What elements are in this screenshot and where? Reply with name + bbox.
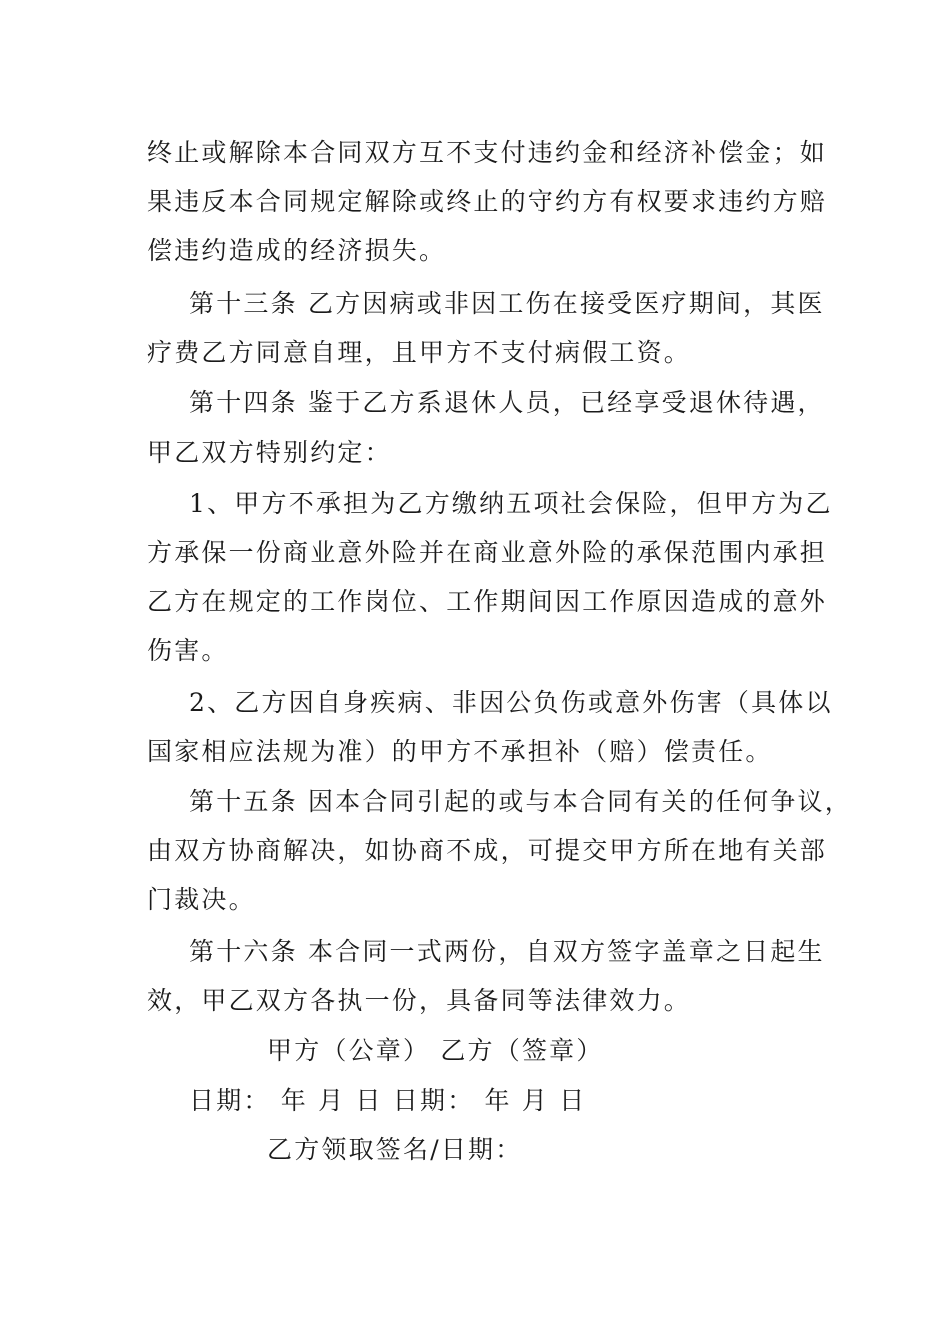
article-13-line: 第十三条 乙方因病或非因工伤在接受医疗期间，其医 xyxy=(189,289,825,318)
clause-1-line: 1、甲方不承担为乙方缴纳五项社会保险，但甲方为乙 xyxy=(189,489,833,518)
article-15-line: 第十五条 因本合同引起的或与本合同有关的任何争议， xyxy=(189,787,852,816)
text-line: 由双方协商解决，如协商不成，可提交甲方所在地有关部 xyxy=(147,836,828,865)
text-line: 疗费乙方同意自理，且甲方不支付病假工资。 xyxy=(147,338,692,367)
text-line: 方承保一份商业意外险并在商业意外险的承保范围内承担 xyxy=(147,538,828,567)
text-line: 国家相应法规为准）的甲方不承担补（赔）偿责任。 xyxy=(147,737,773,766)
date-line: 日期： 年 月 日 日期： 年 月 日 xyxy=(189,1086,587,1115)
text-line: 果违反本合同规定解除或终止的守约方有权要求违约方赔 xyxy=(147,187,828,216)
article-16-line: 第十六条 本合同一式两份，自双方签字盖章之日起生 xyxy=(189,937,825,966)
text-line: 伤害。 xyxy=(147,636,229,665)
clause-2-line: 2、乙方因自身疾病、非因公负伤或意外伤害（具体以 xyxy=(189,688,833,717)
text-line: 偿违约造成的经济损失。 xyxy=(147,236,447,265)
receipt-signature-line: 乙方领取签名/日期： xyxy=(267,1135,523,1164)
text-line: 乙方在规定的工作岗位、工作期间因工作原因造成的意外 xyxy=(147,587,828,616)
signature-parties-line: 甲方（公章） 乙方（签章） xyxy=(267,1036,604,1065)
text-line: 效，甲乙双方各执一份，具备同等法律效力。 xyxy=(147,986,692,1015)
article-14-line: 第十四条 鉴于乙方系退休人员，已经享受退休待遇， xyxy=(189,388,825,417)
text-line: 门裁决。 xyxy=(147,885,256,914)
text-line: 终止或解除本合同双方互不支付违约金和经济补偿金；如 xyxy=(147,138,828,167)
text-line: 甲乙双方特别约定： xyxy=(147,438,392,467)
